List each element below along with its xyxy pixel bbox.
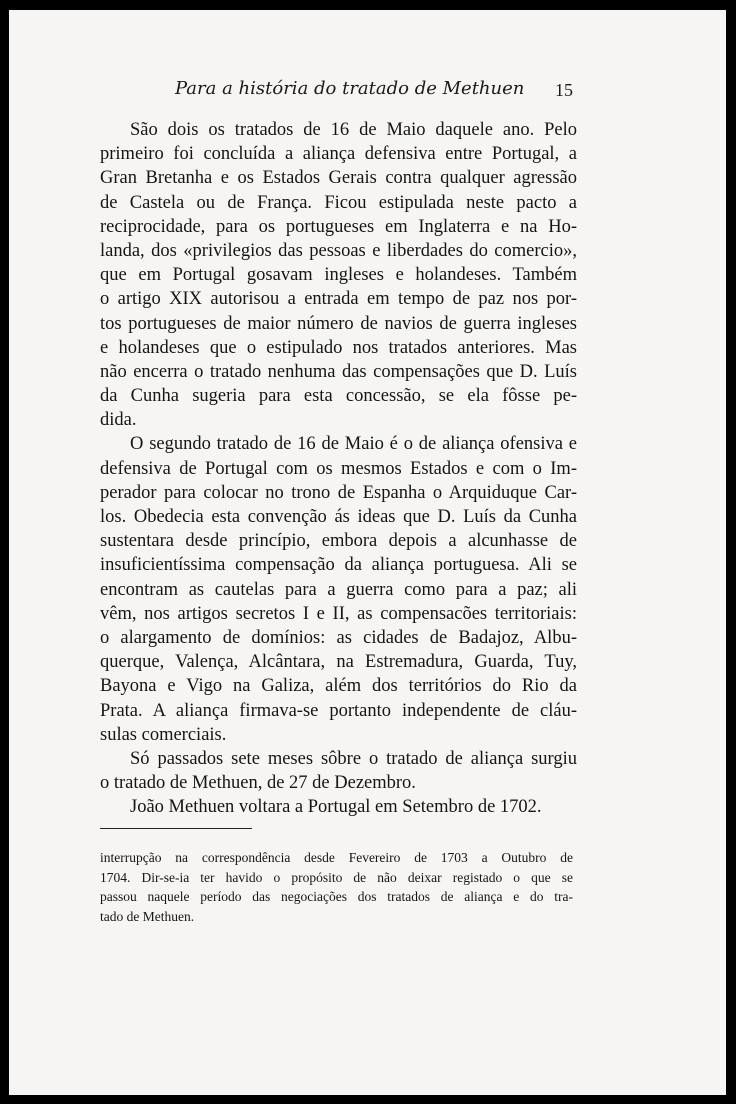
paragraph — [100, 118, 577, 432]
text-line: sustentara desde princípio, embora depois a alcunhasse de — [100, 531, 577, 552]
text-line: sulas comerciais. — [100, 724, 227, 745]
text-line: encontram as cautelas para a guerra como para a paz; ali — [100, 579, 577, 600]
text-line: São dois os tratados de 16 de Maio daquele ano. Pelo — [130, 120, 577, 140]
footnote-line: passou naquele período das negociações dos tratados de aliança e do tra- — [100, 889, 573, 904]
text-line: O segundo tratado de 16 de Maio é o de aliança ofensiva e — [130, 434, 577, 455]
footnote-line: 1704. Dir-se-ia ter havido o propósito de não deixar registado o que se — [100, 869, 573, 885]
text-line: Prata. A aliança firmava-se portanto independente de cláu- — [100, 700, 577, 721]
text-line: landa, dos «privilegios das pessoas e liberdades do comercio», — [100, 240, 577, 261]
text-line: dida. — [100, 410, 137, 431]
text-line: da Cunha sugeria para esta concessão, se ela fôsse pe- — [100, 386, 577, 407]
text-line: de Castela ou de França. Ficou estipulada neste pacto a — [100, 192, 577, 213]
text-line: primeiro foi concluída a aliança defensiva entre Portugal, a — [100, 144, 577, 165]
footnote-line: tado de Methuen. — [100, 908, 195, 924]
paragraph — [100, 432, 577, 746]
text-line: Bayona e Vigo na Galiza, além dos territórios do Rio da — [100, 676, 577, 697]
text-line: e holandeses que o estipulado nos tratados anteriores. Mas — [100, 337, 577, 358]
text-line: Só passados sete meses sôbre o tratado de aliança surgiu — [130, 748, 577, 769]
paragraph — [100, 747, 577, 795]
text-line: João Methuen voltara a Portugal em Setembro de 1702. — [130, 797, 542, 818]
body-text — [100, 118, 577, 819]
text-line: perador para colocar no trono de Espanha o Arquiduque Car- — [100, 482, 577, 503]
text-line: que em Portugal gosavam ingleses e holandeses. Também — [100, 265, 577, 286]
text-line: o artigo XIX autorisou a entrada em tempo de paz nos por- — [100, 289, 577, 310]
text-line: defensiva de Portugal com os mesmos Estados e com o Im- — [100, 458, 577, 479]
text-line: los. Obedecia esta convenção ás ideas que D. Luís da Cunha — [100, 507, 577, 527]
text-line: tos portugueses de maior número de navios de guerra ingleses — [100, 313, 577, 334]
text-line: o tratado de Methuen, de 27 de Dezembro. — [100, 773, 416, 794]
text-line: vêm, nos artigos secretos I e II, as compensacões territoriais: — [100, 603, 577, 624]
text-line: reciprocidade, para os portugueses em Inglaterra e na Ho- — [100, 216, 577, 237]
footnote-line: interrupção na correspondência desde Fevereiro de 1703 a Outubro de — [100, 850, 573, 865]
footnote-rule — [100, 828, 252, 829]
book-page — [9, 10, 726, 1095]
running-title: Para a história do tratado de Methuen — [175, 78, 525, 99]
page-number: 15 — [555, 80, 573, 100]
text-line: insuficientíssima compensação da aliança portuguesa. Ali se — [100, 555, 577, 576]
footnote — [100, 848, 573, 926]
text-line: o alargamento de domínios: as cidades de Badajoz, Albu- — [100, 627, 577, 648]
text-line: não encerra o tratado nenhuma das compensações que D. Luís — [100, 361, 577, 382]
text-line: querque, Valença, Alcântara, na Estremadura, Guarda, Tuy, — [100, 652, 577, 673]
running-head — [9, 78, 726, 102]
text-line: Gran Bretanha e os Estados Gerais contra qualquer agressão — [100, 168, 577, 189]
paragraph — [100, 795, 577, 819]
